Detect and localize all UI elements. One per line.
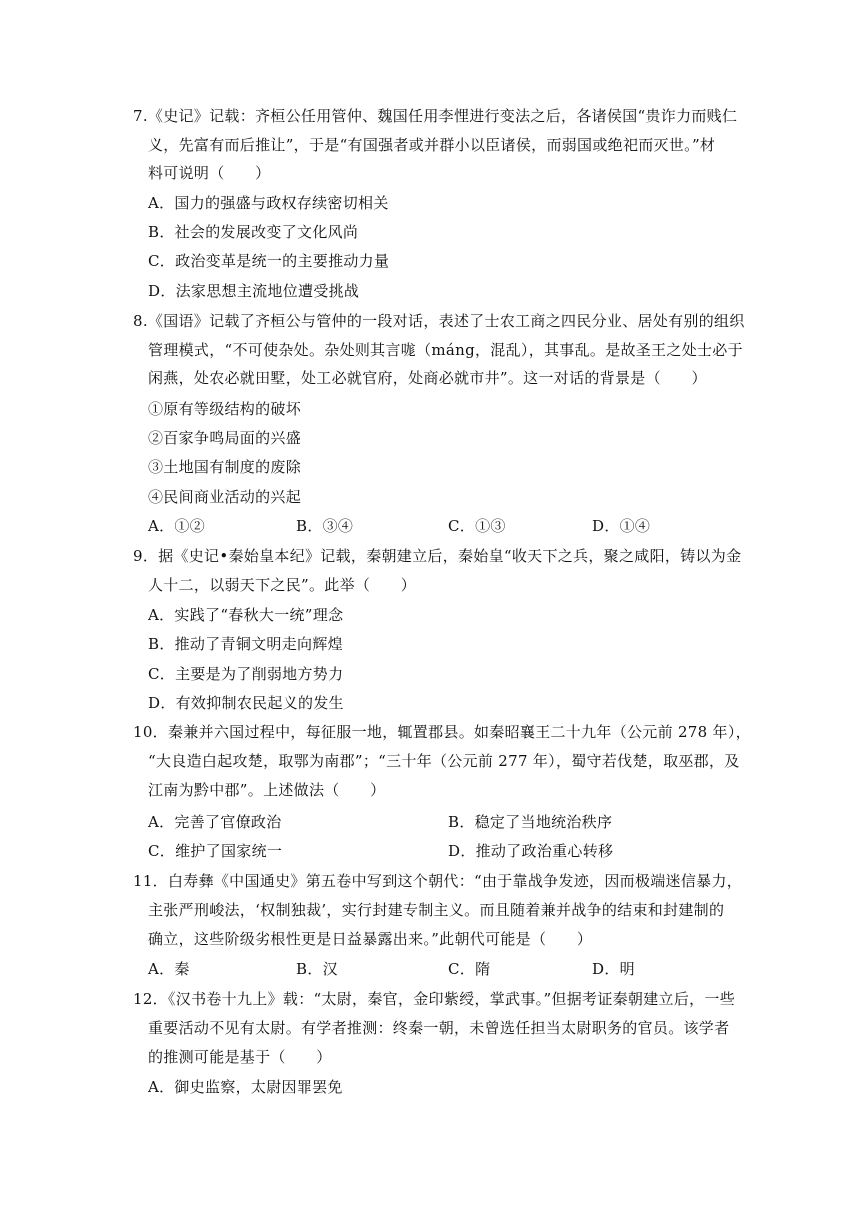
q10-line-2: “大良造白起攻楚，取鄂为南郡”；“三十年（公元前 277 年），蜀守若伐楚，取巫郡，及: [148, 752, 740, 770]
q10-option-b: B．稳定了当地统治秩序: [448, 813, 613, 831]
q8-item-2: ②百家争鸣局面的兴盛: [148, 429, 302, 447]
q10-line-1: 10．秦兼并六国过程中，每征服一地，辄置郡县。如秦昭襄王二十九年（公元前 278 年），: [133, 723, 751, 741]
q10-option-a: A．完善了官僚政治: [148, 813, 282, 831]
q7-option-c: C．政治变革是统一的主要推动力量: [148, 252, 390, 270]
q12-option-a: A．御史监察，太尉因罪罢免: [148, 1078, 343, 1096]
q8-option-d: D．①④: [592, 517, 651, 535]
q11-line-1: 11．白寿彝《中国通史》第五卷中写到这个朝代：“由于靠战争发迹，因而极端迷信暴力，: [133, 872, 743, 890]
q7-line-1: 7.《史记》记载：齐桓公任用管仲、魏国任用李悝进行变法之后，各诸侯国“贵诈力而贱仁: [133, 107, 738, 125]
q8-item-4: ④民间商业活动的兴起: [148, 488, 302, 506]
q8-line-3: 闲燕，处农必就田墅，处工必就官府，处商必就市井”。这一对话的背景是（ ）: [148, 369, 707, 387]
q7-option-d: D．法家思想主流地位遭受挑战: [148, 282, 360, 300]
q8-option-c: C．①③: [448, 517, 506, 535]
q8-item-3: ③土地国有制度的废除: [148, 458, 302, 476]
q10-line-3: 江南为黔中郡”。上述做法（ ）: [148, 781, 386, 799]
q9-option-c: C．主要是为了削弱地方势力: [148, 665, 344, 683]
q11-option-b: B．汉: [296, 960, 338, 978]
q12-line-1: 12．《汉书卷十九上》载：“太尉，秦官，金印紫绶，掌武事。”但据考证秦朝建立后，一些: [133, 990, 736, 1008]
q11-option-a: A．秦: [148, 960, 190, 978]
q7-option-a: A．国力的强盛与政权存续密切相关: [148, 194, 389, 212]
q11-option-d: D．明: [592, 960, 635, 978]
q9-line-1: 9．据《史记•秦始皇本纪》记载，秦朝建立后，秦始皇“收天下之兵，聚之咸阳，铸以为金: [133, 547, 742, 565]
q10-option-d: D．推动了政治重心转移: [448, 842, 614, 860]
q7-option-b: B．社会的发展改变了文化风尚: [148, 223, 359, 241]
q12-line-2: 重要活动不见有太尉。有学者推测：终秦一朝，未曾选任担当太尉职务的官员。该学者: [148, 1019, 730, 1037]
q9-option-b: B．推动了青铜文明走向辉煌: [148, 635, 343, 653]
q9-line-2: 人十二，以弱天下之民”。此举（ ）: [148, 576, 417, 594]
q9-option-a: A．实践了“春秋大一统”理念: [148, 606, 344, 624]
q10-option-c: C．维护了国家统一: [148, 842, 283, 860]
q11-line-2: 主张严刑峻法，‘权制独裁’，实行封建专制主义。而且随着兼并战争的结束和封建制的: [148, 901, 725, 919]
q8-line-2: 管理模式，“不可使杂处。杂处则其言哤（máng，混乱），其事乱。是故圣王之处士必于: [148, 341, 743, 359]
q11-option-c: C．隋: [448, 960, 491, 978]
q7-line-2: 义，先富有而后推让”，于是“有国强者或并群小以臣诸侯，而弱国或绝祀而灭世。”材: [148, 136, 716, 154]
q8-option-b: B．③④: [296, 517, 354, 535]
q8-line-1: 8.《国语》记载了齐桓公与管仲的一段对话，表述了士农工商之四民分业、居处有别的组织: [133, 312, 745, 330]
q8-option-a: A．①②: [148, 517, 206, 535]
q8-item-1: ①原有等级结构的破坏: [148, 400, 302, 418]
q12-line-3: 的推测可能是基于（ ）: [148, 1048, 332, 1066]
q9-option-d: D．有效抑制农民起义的发生: [148, 694, 344, 712]
q11-line-3: 确立，这些阶级劣根性更是日益暴露出来。”此朝代可能是（ ）: [148, 930, 593, 948]
q7-line-3: 料可说明（ ）: [148, 164, 271, 182]
